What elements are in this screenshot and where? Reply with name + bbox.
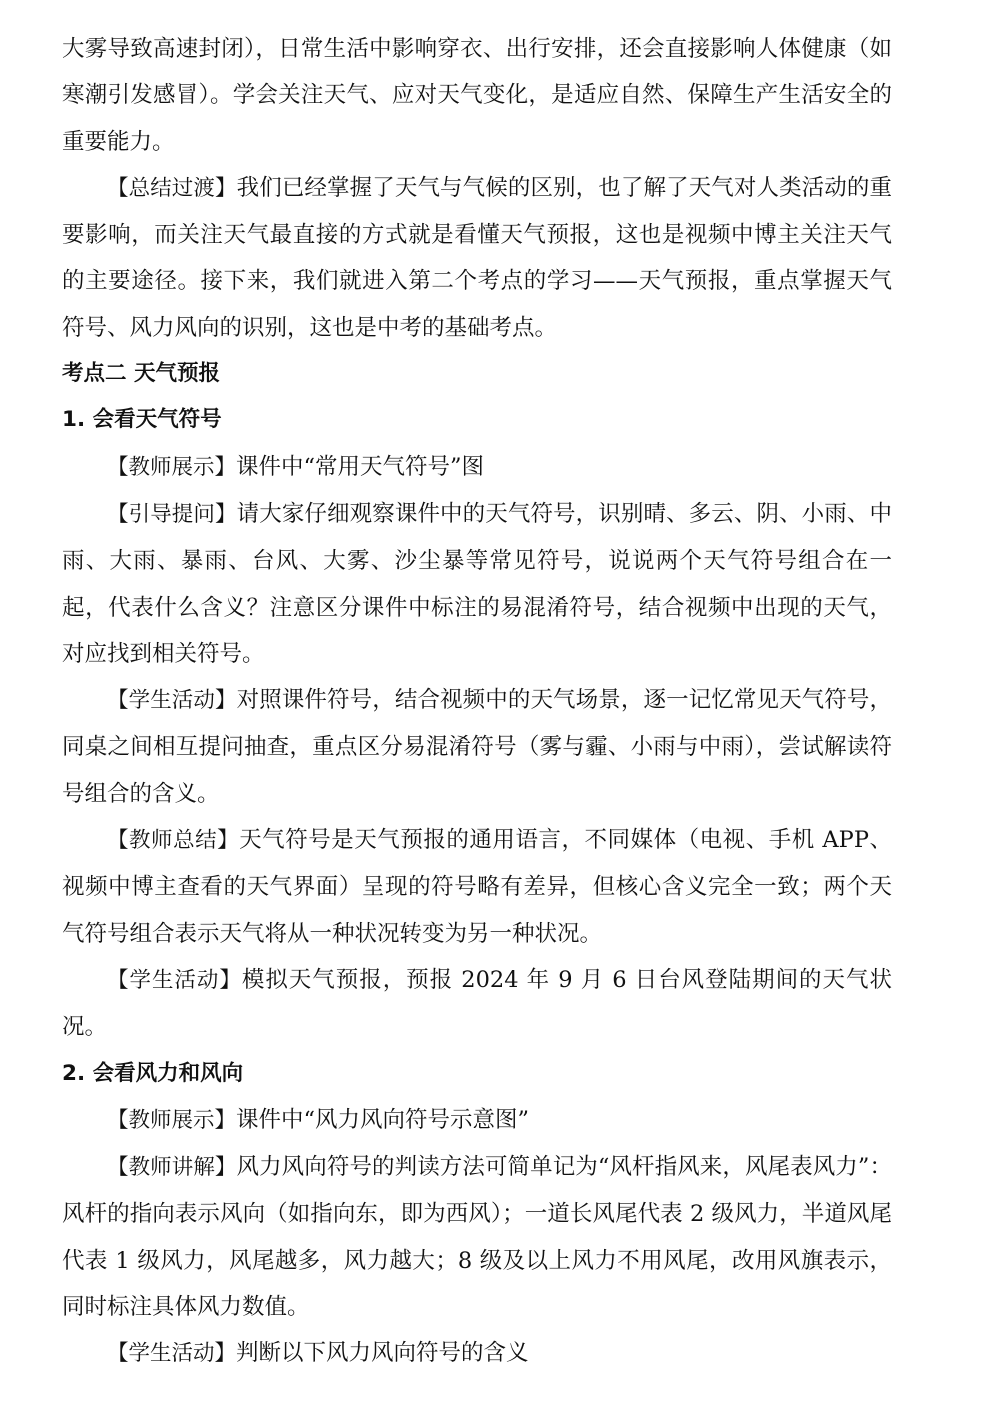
paragraph-tag: 【教师展示】 xyxy=(107,454,237,480)
subsection-heading: 2. 会看风力和风向 xyxy=(62,1060,244,1086)
paragraph-text: 我们已经掌握了天气与气候的区别，也了解了天气对人类活动的重要影响，而关注天气最直接的方式就是看懂天气预报，这也是视频中博主关注天气的主要途径。接下来，我们就进入第二个考点的学习——天气预报，重点掌握天气符号、风力风向的识别，这也是中考的基础考点。 xyxy=(62,174,892,341)
paragraph xyxy=(62,26,892,165)
paragraph xyxy=(62,491,892,677)
document-page xyxy=(62,26,892,1378)
paragraph-tag: 【引导提问】 xyxy=(107,501,237,527)
paragraph-text: 课件中“常用天气符号”图 xyxy=(236,453,485,480)
paragraph xyxy=(62,677,892,817)
paragraph-text: 课件中“风力风向符号示意图” xyxy=(236,1106,530,1133)
paragraph xyxy=(62,957,892,1051)
paragraph-text: 大雾导致高速封闭），日常生活中影响穿衣、出行安排，还会直接影响人体健康（如寒潮引发感冒）。学会关注天气、应对天气变化，是适应自然、保障生产生活安全的重要能力。 xyxy=(62,36,892,155)
paragraph-text: 对照课件符号，结合视频中的天气场景，逐一记忆常见天气符号，同桌之间相互提问抽查，重点区分易混淆符号（雾与霾、小雨与中雨），尝试解读符号组合的含义。 xyxy=(62,687,892,807)
subsection-heading: 1. 会看天气符号 xyxy=(62,407,222,433)
paragraph-tag: 【教师总结】 xyxy=(107,828,240,854)
paragraph-text: 模拟天气预报，预报 2024 年 9 月 6 日台风登陆期间的天气状况。 xyxy=(62,966,892,1041)
paragraph xyxy=(62,165,892,351)
paragraph-tag: 【学生活动】 xyxy=(107,967,242,993)
paragraph xyxy=(62,1097,892,1144)
paragraph-text: 判断以下风力风向符号的含义 xyxy=(236,1340,529,1367)
paragraph xyxy=(62,1144,892,1330)
paragraph-tag: 【学生活动】 xyxy=(107,1341,237,1367)
paragraph-tag: 【教师讲解】 xyxy=(107,1155,237,1181)
paragraph-text: 天气符号是天气预报的通用语言，不同媒体（电视、手机 APP、视频中博主查看的天气界面）呈现的符号略有差异，但核心含义完全一致；两个天气符号组合表示天气将从一种状况转变为另一种状况。 xyxy=(62,827,892,947)
paragraph xyxy=(62,1330,892,1377)
paragraph xyxy=(62,444,892,491)
paragraph-text: 风力风向符号的判读方法可简单记为“风杆指风来，风尾表风力”：风杆的指向表示风向（如指向东，即为西风）；一道长风尾代表 2 级风力，半道风尾代表 1 级风力，风尾越多，风力越大；8 级及以上风力不用风尾，改用风旗表示，同时标注具体风力数值。 xyxy=(62,1154,892,1321)
section-heading: 考点二 天气预报 xyxy=(62,361,220,387)
paragraph xyxy=(62,817,892,957)
paragraph-tag: 【总结过渡】 xyxy=(107,175,237,201)
paragraph-text: 请大家仔细观察课件中的天气符号，识别晴、多云、阴、小雨、中雨、大雨、暴雨、台风、大雾、沙尘暴等常见符号，说说两个天气符号组合在一起，代表什么含义？注意区分课件中标注的易混淆符号，结合视频中出现的天气，对应找到相关符号。 xyxy=(62,500,892,667)
paragraph-tag: 【教师展示】 xyxy=(107,1107,237,1133)
paragraph-tag: 【学生活动】 xyxy=(107,688,237,714)
